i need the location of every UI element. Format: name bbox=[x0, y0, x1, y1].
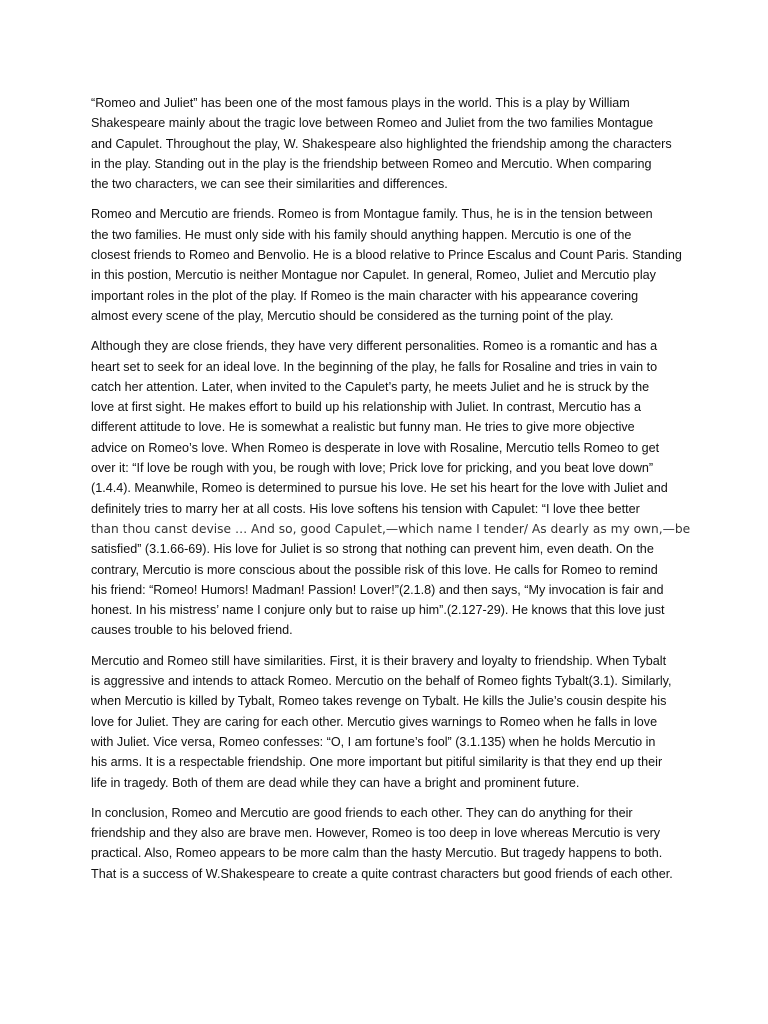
text-line: life in tragedy. Both of them are dead while they can have a bright and prominent future. bbox=[91, 775, 580, 790]
text-line: in the play. Standing out in the play is the friendship between Romeo and Mercutio. When comparing bbox=[91, 156, 652, 171]
text-line: causes trouble to his beloved friend. bbox=[91, 623, 293, 638]
paragraph-differences bbox=[91, 336, 691, 640]
text-line: friendship and they also are brave men. However, Romeo is too deep in love whereas Mercutio is very bbox=[91, 826, 661, 841]
text-line: love at first sight. He makes effort to build up his relationship with Juliet. In contrast, Mercutio has a bbox=[91, 400, 641, 415]
text-line: with Juliet. Vice versa, Romeo confesses: “O, I am fortune’s fool” (3.1.135) when he holds Mercutio in bbox=[91, 734, 656, 749]
paragraph-conclusion bbox=[91, 803, 691, 884]
essay-body bbox=[91, 93, 691, 894]
text-line: “Romeo and Juliet” has been one of the most famous plays in the world. This is a play by William bbox=[91, 96, 630, 110]
paragraph-similarities bbox=[91, 651, 691, 793]
text-line: (1.4.4). Meanwhile, Romeo is determined to pursue his love. He set his heart for the love with Juliet and bbox=[91, 481, 668, 496]
text-line: and Capulet. Throughout the play, W. Shakespeare also highlighted the friendship among the characters bbox=[91, 136, 672, 151]
text-line-quote: than thou canst devise … And so, good Capulet,—which name I tender/ As dearly as my own,—be bbox=[91, 521, 691, 536]
text-line: the two characters, we can see their similarities and differences. bbox=[91, 177, 448, 192]
text-line: Romeo and Mercutio are friends. Romeo is from Montague family. Thus, he is in the tension between bbox=[91, 207, 653, 222]
text-line: Shakespeare mainly about the tragic love between Romeo and Juliet from the two families Montague bbox=[91, 116, 654, 131]
text-line: practical. Also, Romeo appears to be more calm than the hasty Mercutio. But tragedy happens to both. bbox=[91, 846, 663, 861]
text-line: In conclusion, Romeo and Mercutio are good friends to each other. They can do anything for their bbox=[91, 805, 633, 820]
text-line: heart set to seek for an ideal love. In the beginning of the play, he falls for Rosaline and tries in vain to bbox=[91, 359, 658, 374]
text-line: over it: “If love be rough with you, be rough with love; Prick love for pricking, and you beat love down” bbox=[91, 461, 654, 476]
text-line: advice on Romeo’s love. When Romeo is desperate in love with Rosaline, Mercutio tells Romeo to get bbox=[91, 440, 660, 455]
text-line: when Mercutio is killed by Tybalt, Romeo takes revenge on Tybalt. He kills the Julie’s cousin despite his bbox=[91, 694, 667, 709]
text-line: is aggressive and intends to attack Romeo. Mercutio on the behalf of Romeo fights Tybalt(3.1). Similarly, bbox=[91, 674, 672, 689]
text-line: love for Juliet. They are caring for each other. Mercutio gives warnings to Romeo when he falls in love bbox=[91, 714, 658, 729]
text-line: the two families. He must only side with his family should anything happen. Mercutio is one of the bbox=[91, 227, 632, 242]
text-line: different attitude to love. He is somewhat a realistic but funny man. He tries to give more objective bbox=[91, 420, 635, 435]
text-line: important roles in the plot of the play. If Romeo is the main character with his appearance covering bbox=[91, 288, 639, 303]
text-line: definitely tries to marry her at all costs. His love softens his tension with Capulet: “I love thee better bbox=[91, 501, 640, 516]
text-line: Mercutio and Romeo still have similarities. First, it is their bravery and loyalty to friendship. When Tybalt bbox=[91, 653, 667, 668]
text-line: contrary, Mercutio is more conscious about the possible risk of this love. He calls for Romeo to remind bbox=[91, 562, 658, 577]
text-line: That is a success of W.Shakespeare to create a quite contrast characters but good friends of each other. bbox=[91, 866, 673, 881]
paragraph-friendship bbox=[91, 204, 691, 326]
text-line: his arms. It is a respectable friendship. One more important but pitiful similarity is that they end up their bbox=[91, 755, 663, 770]
text-line: honest. In his mistress’ name I conjure only but to raise up him”.(2.127-29). He knows that this love just bbox=[91, 603, 665, 618]
text-line: closest friends to Romeo and Benvolio. He is a blood relative to Prince Escalus and Count Paris. Standing bbox=[91, 248, 682, 263]
text-line: his friend: “Romeo! Humors! Madman! Passion! Lover!”(2.1.8) and then says, “My invocation is fair and bbox=[91, 582, 664, 597]
text-line: almost every scene of the play, Mercutio should be considered as the turning point of the play. bbox=[91, 308, 614, 323]
text-line: satisfied” (3.1.66-69). His love for Juliet is so strong that nothing can prevent him, even death. On the bbox=[91, 542, 654, 557]
text-line: in this postion, Mercutio is neither Montague nor Capulet. In general, Romeo, Juliet and Mercutio play bbox=[91, 268, 656, 283]
text-line: Although they are close friends, they have very different personalities. Romeo is a romantic and has a bbox=[91, 339, 658, 354]
text-line: catch her attention. Later, when invited to the Capulet’s party, he meets Juliet and he is struck by the bbox=[91, 379, 650, 394]
paragraph-introduction bbox=[91, 93, 691, 194]
